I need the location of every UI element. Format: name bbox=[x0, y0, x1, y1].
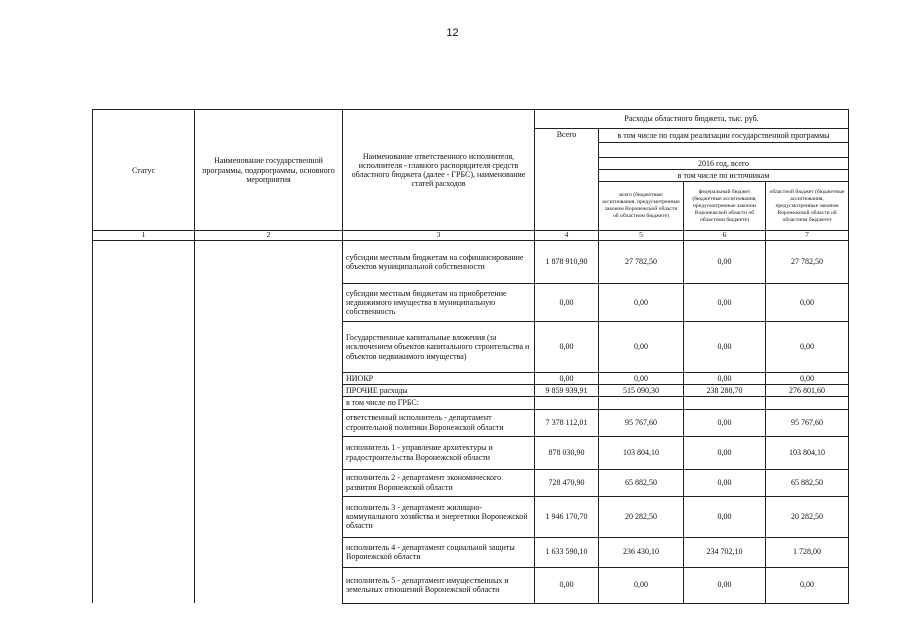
row-source-all: 20 282,50 bbox=[599, 496, 684, 537]
header-source-all: всего (бюджетные ассигнования, предусмотренные законом Воронежской области об областном бюджете) bbox=[599, 182, 684, 231]
row-source-federal: 0,00 bbox=[684, 496, 766, 537]
row-source-all: 0,00 bbox=[599, 284, 684, 322]
header-total: Всего bbox=[535, 129, 599, 231]
page-number: 12 bbox=[446, 27, 459, 39]
table-row bbox=[93, 241, 849, 284]
row-total: 1 946 170,70 bbox=[535, 496, 599, 537]
row-name: Государственные капитальные вложения (за исключением объектов капитального строительства и объектов недвижимого имущества) bbox=[343, 322, 535, 373]
row-total bbox=[535, 397, 599, 409]
row-source-federal: 0,00 bbox=[684, 322, 766, 373]
row-name: НИОКР bbox=[343, 373, 535, 385]
column-number: 4 bbox=[535, 231, 599, 241]
row-total: 1 878 910,90 bbox=[535, 241, 599, 284]
row-name: субсидии местным бюджетам на софинансирование объектов муниципальной собственности bbox=[343, 241, 535, 284]
header-by-sources: в том числе по источникам bbox=[599, 170, 849, 182]
row-source-federal: 0,00 bbox=[684, 469, 766, 496]
row-source-regional: 276 801,60 bbox=[766, 385, 849, 397]
header-expenses-title: Расходы областного бюджета, тыс. руб. bbox=[535, 110, 849, 129]
row-name: ответственный исполнитель - департамент строительной политики Воронежской области bbox=[343, 409, 535, 436]
budget-table bbox=[92, 109, 849, 604]
row-source-regional: 0,00 bbox=[766, 567, 849, 603]
row-source-federal: 238 288,70 bbox=[684, 385, 766, 397]
row-source-regional: 0,00 bbox=[766, 322, 849, 373]
row-source-federal: 0,00 bbox=[684, 241, 766, 284]
row-source-all bbox=[599, 397, 684, 409]
row-name: исполнитель 2 - департамент экономического развития Воронежской области bbox=[343, 469, 535, 496]
row-source-regional: 95 767,60 bbox=[766, 409, 849, 436]
row-source-all: 0,00 bbox=[599, 567, 684, 603]
column-number: 6 bbox=[684, 231, 766, 241]
row-name: ПРОЧИЕ расходы bbox=[343, 385, 535, 397]
header-empty-band bbox=[599, 143, 849, 158]
row-source-federal: 0,00 bbox=[684, 373, 766, 385]
row-total: 0,00 bbox=[535, 373, 599, 385]
row-source-all: 65 882,50 bbox=[599, 469, 684, 496]
row-total: 728 470,90 bbox=[535, 469, 599, 496]
status-cell bbox=[93, 241, 195, 604]
row-name: в том числе по ГРБС: bbox=[343, 397, 535, 409]
header-by-years: в том числе по годам реализации государственной программы bbox=[599, 129, 849, 143]
column-number: 2 bbox=[195, 231, 343, 241]
column-number: 7 bbox=[766, 231, 849, 241]
row-source-regional: 0,00 bbox=[766, 373, 849, 385]
row-source-federal: 0,00 bbox=[684, 409, 766, 436]
row-source-federal: 0,00 bbox=[684, 567, 766, 603]
row-total: 878 030,90 bbox=[535, 436, 599, 469]
row-source-regional: 20 282,50 bbox=[766, 496, 849, 537]
header-status: Статус bbox=[93, 110, 195, 231]
row-source-federal bbox=[684, 397, 766, 409]
row-source-regional: 0,00 bbox=[766, 284, 849, 322]
row-source-federal: 0,00 bbox=[684, 436, 766, 469]
row-total: 0,00 bbox=[535, 567, 599, 603]
row-total: 9 859 939,91 bbox=[535, 385, 599, 397]
row-source-all: 236 430,10 bbox=[599, 537, 684, 567]
header-source-federal: федеральный бюджет (бюджетные ассигнования, предусмотренные законом Воронежской области об областном бюджете) bbox=[684, 182, 766, 231]
row-source-all: 0,00 bbox=[599, 373, 684, 385]
row-source-regional: 103 804,10 bbox=[766, 436, 849, 469]
row-name: исполнитель 1 - управление архитектуры и градостроительства Воронежской области bbox=[343, 436, 535, 469]
row-total: 1 633 590,10 bbox=[535, 537, 599, 567]
row-source-regional: 65 882,50 bbox=[766, 469, 849, 496]
row-source-regional: 27 782,50 bbox=[766, 241, 849, 284]
row-source-all: 95 767,60 bbox=[599, 409, 684, 436]
row-total: 0,00 bbox=[535, 322, 599, 373]
row-name: исполнитель 3 - департамент жилищно-коммунального хозяйства и энергетики Воронежской области bbox=[343, 496, 535, 537]
header-year: 2016 год, всего bbox=[599, 158, 849, 170]
row-source-all: 0,00 bbox=[599, 322, 684, 373]
header-program: Наименование государственной программы, подпрограммы, основного мероприятия bbox=[195, 110, 343, 231]
row-name: исполнитель 5 - департамент имущественных и земельных отношений Воронежской области bbox=[343, 567, 535, 603]
column-number: 1 bbox=[93, 231, 195, 241]
row-source-all: 103 804,10 bbox=[599, 436, 684, 469]
row-name: субсидии местным бюджетам на приобретение недвижимого имущества в муниципальную собственность bbox=[343, 284, 535, 322]
row-source-regional bbox=[766, 397, 849, 409]
row-total: 0,00 bbox=[535, 284, 599, 322]
row-source-federal: 0,00 bbox=[684, 284, 766, 322]
header-executor: Наименование ответственного исполнителя, исполнителя - главного распорядителя средств областного бюджета (далее - ГРБС), наименование статей расходов bbox=[343, 110, 535, 231]
row-source-regional: 1 728,00 bbox=[766, 537, 849, 567]
row-name: исполнитель 4 - департамент социальной защиты Воронежской области bbox=[343, 537, 535, 567]
program-cell bbox=[195, 241, 343, 604]
row-source-all: 515 090,30 bbox=[599, 385, 684, 397]
row-source-all: 27 782,50 bbox=[599, 241, 684, 284]
column-number: 5 bbox=[599, 231, 684, 241]
row-total: 7 378 112,01 bbox=[535, 409, 599, 436]
header-source-regional: областной бюджет (бюджетные ассигнования, предусмотренные законом Воронежской области об областном бюджете) bbox=[766, 182, 849, 231]
column-number: 3 bbox=[343, 231, 535, 241]
row-source-federal: 234 702,10 bbox=[684, 537, 766, 567]
